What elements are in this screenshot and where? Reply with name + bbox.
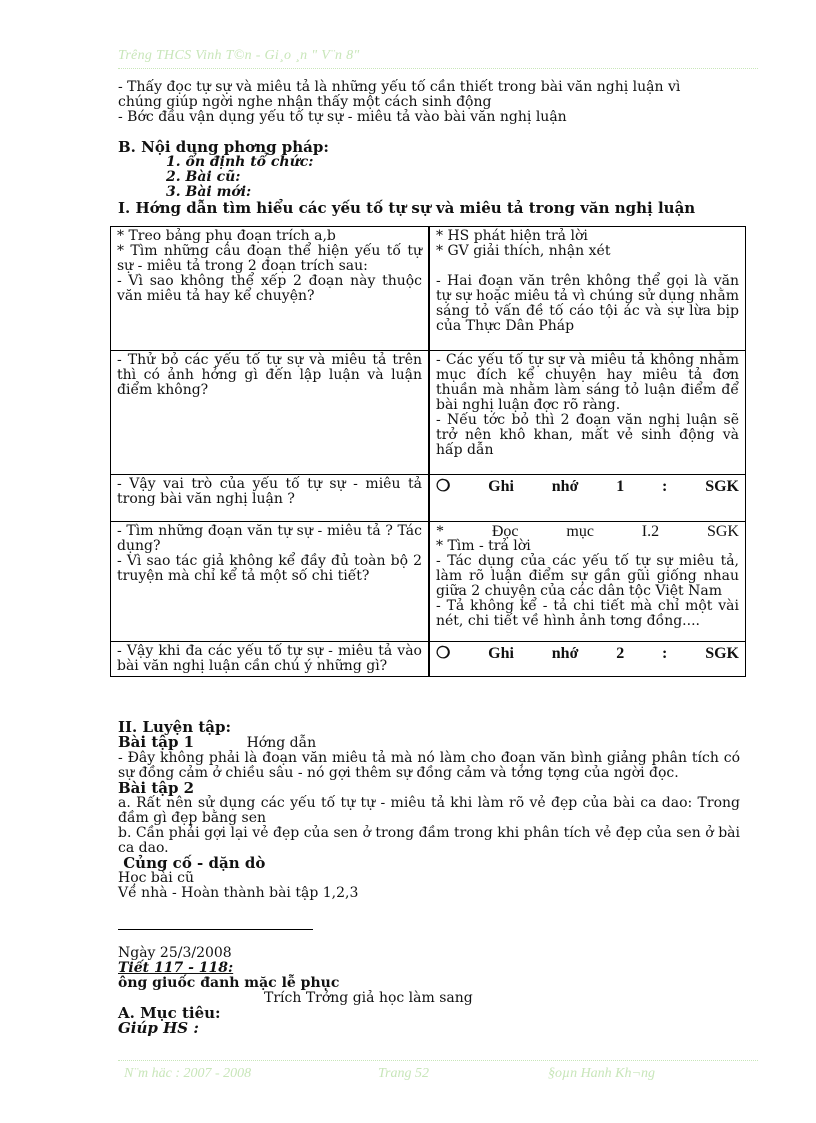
doc-word: SGK (706, 523, 739, 540)
note-word: nhớ (551, 645, 579, 662)
bt1-heading (118, 735, 740, 751)
note-word: SGK (705, 645, 739, 662)
doc-word: I.2 (641, 523, 660, 540)
cell-text: - Vì sao tác giả không kể đầy đủ toàn bộ 2 truyện mà chỉ kể tả một số chi tiết? (117, 553, 422, 584)
lesson-title: ông giuốc đanh mặc lễ phục (118, 975, 340, 991)
table-cell-right (429, 642, 746, 677)
table-row (111, 227, 746, 351)
note-word: SGK (705, 478, 739, 495)
cell-text: * Tìm - trả lời (436, 538, 531, 554)
bt1-text: - Đây không phải là đoạn văn miêu tả mà nó làm cho đoạn văn bình giảng phân tích có sự đồng cảm ở chiều sâu - nó gợi thêm sự đồng cảm và tởng tợng của ngời đọc. (118, 750, 740, 781)
separator-line (118, 929, 313, 930)
table-cell-right (429, 522, 746, 642)
doc-word: mục (566, 523, 594, 540)
cung-co-line: Học bài cũ (118, 870, 195, 886)
bt2-title: Bài tập 2 (118, 779, 195, 797)
ghi-nho-1 (436, 477, 739, 494)
section-b-title: B. Nội dung phơng pháp: (118, 138, 329, 156)
note-word: Ghi (488, 478, 514, 495)
note-word: Ghi (488, 645, 514, 662)
table-row (111, 642, 746, 677)
bt2-line: a. Rất nên sử dụng các yếu tố tự tự - miêu tả khi làm rõ vẻ đẹp của bài ca dao: Trong đầm gì đẹp bằng sen (118, 795, 740, 826)
cell-text: - Tìm những đoạn văn tự sự - miêu tả ? Tác dụng? (117, 523, 422, 554)
ghi-nho-2 (436, 644, 739, 661)
section-i-title: I. Hớng dẫn tìm hiểu các yếu tố tự sự và miêu tả trong văn nghị luận (118, 199, 696, 217)
next-lesson (118, 946, 740, 1036)
section-ii (118, 720, 740, 901)
section-b-item: 2. Bài cũ: (166, 169, 241, 185)
cell-text: * HS phát hiện trả lời (436, 228, 588, 244)
intro-line: - Bớc đầu vận dụng yếu tố tự sự - miêu tả vào bài văn nghị luận (118, 109, 567, 125)
cung-co-line: Về nhà - Hoàn thành bài tập 1,2,3 (118, 885, 359, 901)
page-header: Trêng THCS Vinh T©n - Gi¸o ¸n " V¨n 8" (118, 48, 360, 63)
lesson-tiet: Tiết 117 - 118: (118, 960, 234, 976)
cell-text: - Vậy khi đa các yếu tố tự sự - miêu tả vào bài văn nghị luận cần chú ý những gì? (117, 643, 422, 674)
doc-word: * (436, 523, 444, 540)
table-cell-left (111, 642, 430, 677)
note-word: 1 (616, 478, 625, 495)
note-word: 2 (616, 645, 625, 662)
circle-bullet-icon: ❍ (436, 645, 451, 662)
circle-bullet-icon: ❍ (436, 478, 451, 495)
table-cell-right (429, 227, 746, 351)
table-row (111, 522, 746, 642)
giup-hs: Giúp HS : (118, 1019, 199, 1037)
section-b-item: 1. ổn định tổ chức: (166, 154, 314, 170)
cung-co-title: Củng cố - dặn dò (118, 854, 266, 872)
doc-word: Đọc (491, 523, 519, 540)
lesson-subtitle: Trích Trởng giả học làm sang (264, 990, 473, 1006)
table-cell-right (429, 351, 746, 475)
cell-text: - Tả không kể - tả chi tiết mà chỉ một vài nét, chi tiết về hình ảnh tơng đồng.... (436, 598, 739, 629)
cell-text: - Các yếu tố tự sự và miêu tả không nhằm mục đích kể chuyện hay miêu tả đơn thuần mà nhằm làm sáng tỏ luận điểm để bài nghị luận đợc rõ ràng. (436, 352, 739, 413)
table-cell-left (111, 227, 430, 351)
section-b-item: 3. Bài mới: (166, 184, 252, 200)
note-word: : (662, 645, 668, 662)
note-word: : (662, 478, 668, 495)
cell-text: * Treo bảng phụ đoạn trích a,b (117, 228, 336, 244)
cell-text: * GV giải thích, nhận xét (436, 243, 611, 259)
cell-text: - Thử bỏ các yếu tố tự sự và miêu tả trên thì có ảnh hởng gì đến lập luận và luận điểm không? (117, 352, 422, 398)
cell-text: - Nếu tớc bỏ thì 2 đoạn văn nghị luận sẽ trở nên khô khan, mất vẻ sinh động và hấp dẫn (436, 412, 739, 458)
table-row (111, 351, 746, 475)
cell-text: - Vì sao không thể xếp 2 đoạn này thuộc văn miêu tả hay kể chuyện? (117, 273, 422, 304)
objectives-title: A. Mục tiêu: (118, 1004, 221, 1022)
table-cell-left (111, 351, 430, 475)
footer-school-year: N¨m häc : 2007 - 2008 (124, 1066, 252, 1081)
note-word: nhớ (551, 478, 579, 495)
intro-line: - Thấy đọc tự sự và miêu tả là những yếu tố cần thiết trong bài văn nghị luận vì (118, 79, 681, 95)
cell-text: - Tác dụng của các yếu tố tự sự miêu tả, làm rõ luận điểm sự gần gũi giống nhau giữa 2 chuyện của các dân tộc Việt Nam (436, 553, 739, 599)
section-ii-title: II. Luyện tập: (118, 718, 231, 736)
intro-line: chúng giúp ngời nghe nhận thấy một cách sinh động (118, 94, 492, 110)
bt2-line: b. Cần phải gợi lại vẻ đẹp của sen ở trong đầm trong khi phân tích vẻ đẹp của sen ở bài ca dao. (118, 825, 740, 856)
footer-divider (118, 1060, 758, 1061)
bt1-title: Bài tập 1 (118, 733, 195, 751)
bt1-hint: Hớng dẫn (246, 735, 317, 751)
table-row (111, 475, 746, 522)
cell-text: - Vậy vai trò của yếu tố tự sự - miêu tả trong bài văn nghị luận ? (117, 476, 422, 507)
doc-muc-line (436, 524, 739, 539)
lesson-table (110, 226, 746, 677)
lesson-date: Ngày 25/3/2008 (118, 945, 232, 961)
cell-text: - Hai đoạn văn trên không thể gọi là văn tự sự hoặc miêu tả vì chúng sử dụng nhằm sáng tỏ vấn đề tố cáo tội ác và sự lừa bịp của Thực Dân Pháp (436, 273, 739, 334)
section-b (118, 140, 740, 216)
header-divider (118, 68, 758, 69)
intro-block (118, 80, 740, 125)
footer-author: §oµn Hanh Kh¬ng (548, 1066, 655, 1081)
cell-text: * Tìm những câu đoạn thể hiện yếu tố tự sự - miêu tả trong 2 đoạn trích sau: (117, 243, 422, 274)
cell-spacer (436, 259, 739, 274)
table-cell-left (111, 475, 430, 522)
footer-page-number: Trang 52 (378, 1066, 429, 1081)
table-cell-right (429, 475, 746, 522)
table-cell-left (111, 522, 430, 642)
